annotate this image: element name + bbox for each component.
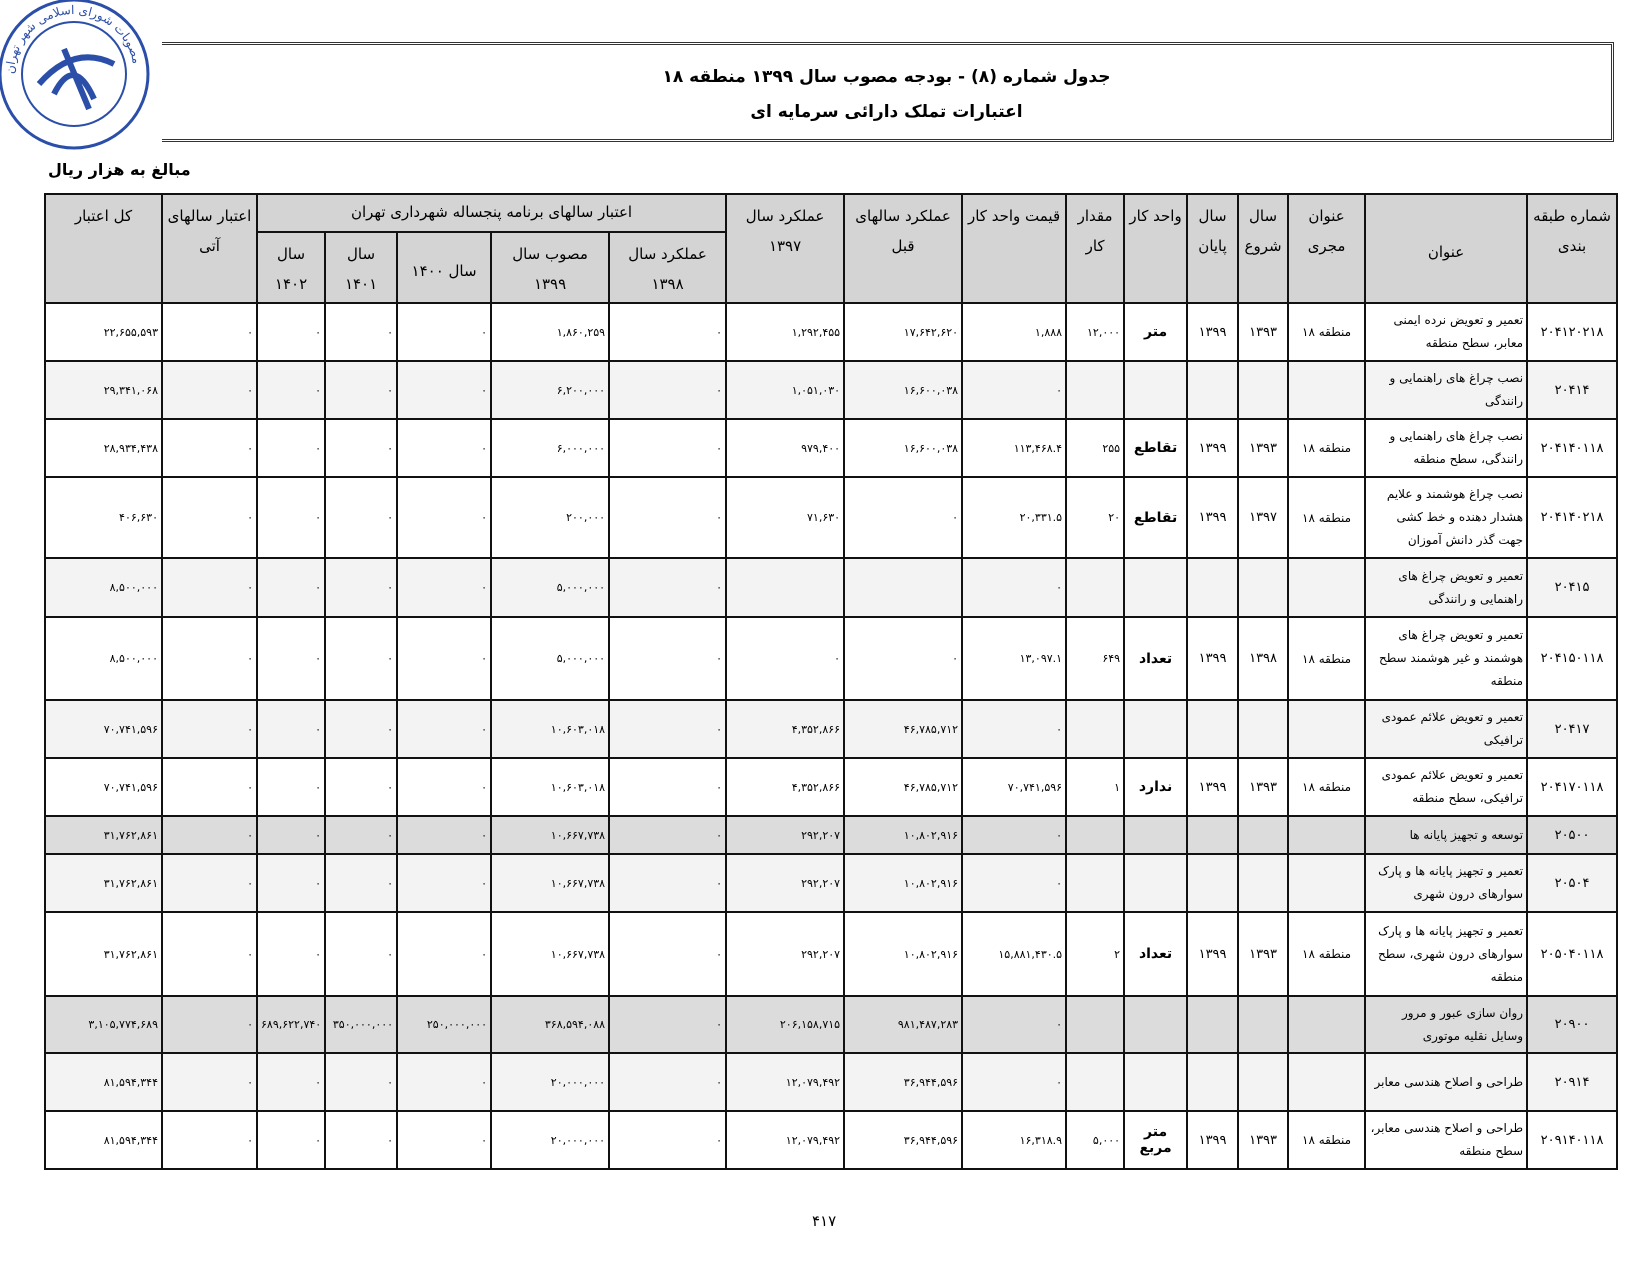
cell-start-year [1238,558,1288,617]
cell-performance-1397: ۱۲,۰۷۹,۴۹۲ [726,1111,844,1169]
cell-future-credit: ۰ [162,996,257,1053]
cell-approved-1399: ۱۰,۶۰۳,۰۱۸ [491,700,609,758]
col-previous-performance: عملکرد سالهای قبل [844,194,962,303]
cell-year-1401: ۰ [325,912,397,996]
cell-unit-price: ۰ [962,361,1066,419]
cell-future-credit: ۰ [162,361,257,419]
cell-unit: تقاطع [1124,419,1187,477]
cell-end-year [1187,361,1238,419]
cell-year-1401: ۰ [325,419,397,477]
table-row [45,854,1617,912]
cell-unit-price: ۰ [962,816,1066,854]
table-row [45,758,1617,816]
cell-future-credit: ۰ [162,758,257,816]
table-row [45,816,1617,854]
cell-end-year [1187,700,1238,758]
cell-executor: منطقه ۱۸ [1288,1111,1365,1169]
cell-executor: منطقه ۱۸ [1288,303,1365,361]
cell-previous-performance: ۹۸۱,۴۸۷,۲۸۳ [844,996,962,1053]
cell-title: تعمیر و تجهیز پایانه ها و پارک سوارهای درون شهری [1365,854,1527,912]
cell-quantity: ۵,۰۰۰ [1066,1111,1124,1169]
col-future-credit: اعتبار سالهای آتی [162,194,257,303]
cell-quantity [1066,816,1124,854]
col-performance-1398: عملکرد سال ۱۳۹۸ [609,232,726,303]
cell-year-1400: ۰ [397,1053,491,1111]
cell-year-1401: ۰ [325,1053,397,1111]
col-group-five-year-plan: اعتبار سالهای برنامه پنجساله شهرداری تهران [257,194,726,232]
cell-previous-performance: ۳۶,۹۴۴,۵۹۶ [844,1111,962,1169]
cell-approved-1399: ۲۰,۰۰۰,۰۰۰ [491,1053,609,1111]
cell-unit: متر مربع [1124,1111,1187,1169]
cell-year-1402: ۰ [257,617,325,700]
cell-previous-performance: ۱۰,۸۰۲,۹۱۶ [844,854,962,912]
cell-executor [1288,1053,1365,1111]
cell-year-1402: ۰ [257,816,325,854]
cell-year-1400: ۰ [397,361,491,419]
cell-future-credit: ۰ [162,854,257,912]
cell-performance-1397: ۲۹۲,۲۰۷ [726,854,844,912]
cell-executor [1288,854,1365,912]
cell-year-1402: ۰ [257,477,325,558]
cell-year-1400: ۰ [397,617,491,700]
cell-approved-1399: ۵,۰۰۰,۰۰۰ [491,558,609,617]
cell-performance-1398: ۰ [609,854,726,912]
cell-quantity: ۱ [1066,758,1124,816]
cell-performance-1397: ۷۱,۶۳۰ [726,477,844,558]
table-row [45,912,1617,996]
cell-end-year: ۱۳۹۹ [1187,419,1238,477]
cell-performance-1397: ۲۹۲,۲۰۷ [726,912,844,996]
cell-year-1400: ۰ [397,477,491,558]
cell-start-year [1238,816,1288,854]
cell-previous-performance: ۳۶,۹۴۴,۵۹۶ [844,1053,962,1111]
cell-approved-1399: ۱۰,۶۶۷,۷۳۸ [491,912,609,996]
cell-unit [1124,700,1187,758]
cell-title: طراحی و اصلاح هندسی معابر، سطح منطقه [1365,1111,1527,1169]
cell-unit-price: ۱۳,۰۹۷.۱ [962,617,1066,700]
cell-future-credit: ۰ [162,303,257,361]
cell-unit-price: ۰ [962,996,1066,1053]
cell-performance-1397: ۱۲,۰۷۹,۴۹۲ [726,1053,844,1111]
col-start-year: سال شروع [1238,194,1288,303]
cell-year-1401: ۰ [325,854,397,912]
cell-previous-performance: ۱۰,۸۰۲,۹۱۶ [844,816,962,854]
cell-quantity [1066,700,1124,758]
cell-executor [1288,816,1365,854]
cell-total-credit: ۲۲,۶۵۵,۵۹۳ [45,303,162,361]
cell-unit: تعداد [1124,617,1187,700]
cell-total-credit: ۷۰,۷۴۱,۵۹۶ [45,758,162,816]
cell-unit-price: ۰ [962,854,1066,912]
cell-start-year: ۱۳۹۷ [1238,477,1288,558]
cell-unit [1124,558,1187,617]
table-row [45,1111,1617,1169]
cell-year-1400: ۰ [397,816,491,854]
cell-year-1402: ۰ [257,700,325,758]
cell-future-credit: ۰ [162,700,257,758]
cell-unit-price: ۱,۸۸۸ [962,303,1066,361]
cell-total-credit: ۸۱,۵۹۴,۳۴۴ [45,1053,162,1111]
cell-year-1400: ۰ [397,700,491,758]
cell-executor [1288,558,1365,617]
cell-executor: منطقه ۱۸ [1288,617,1365,700]
document-subtitle: اعتبارات تملک دارائی سرمایه ای [750,102,1023,122]
table-row [45,361,1617,419]
svg-text:مصوبات شورای اسلامی شهر تهران: مصوبات شورای اسلامی شهر تهران [2,2,145,75]
table-row [45,1053,1617,1111]
col-code: شماره طبقه بندی [1527,194,1617,303]
cell-end-year [1187,854,1238,912]
cell-approved-1399: ۶,۲۰۰,۰۰۰ [491,361,609,419]
cell-code: ۲۰۴۱۷ [1527,700,1617,758]
cell-future-credit: ۰ [162,1053,257,1111]
cell-year-1402: ۶۸۹,۶۲۲,۷۴۰ [257,996,325,1053]
cell-year-1402: ۰ [257,854,325,912]
cell-unit-price: ۰ [962,558,1066,617]
cell-year-1400: ۰ [397,912,491,996]
cell-future-credit: ۰ [162,419,257,477]
cell-total-credit: ۳,۱۰۵,۷۷۴,۶۸۹ [45,996,162,1053]
col-end-year: سال پایان [1187,194,1238,303]
cell-title: توسعه و تجهیز پایانه ها [1365,816,1527,854]
cell-code: ۲۰۴۱۴ [1527,361,1617,419]
cell-start-year [1238,854,1288,912]
cell-start-year: ۱۳۹۳ [1238,912,1288,996]
cell-title: تعمیر و تعویض نرده ایمنی معابر، سطح منطقه [1365,303,1527,361]
cell-previous-performance [844,558,962,617]
cell-year-1400: ۰ [397,1111,491,1169]
cell-total-credit: ۳۱,۷۶۲,۸۶۱ [45,912,162,996]
cell-code: ۲۰۴۱۵ [1527,558,1617,617]
cell-approved-1399: ۱,۸۶۰,۲۵۹ [491,303,609,361]
cell-performance-1398: ۰ [609,419,726,477]
cell-future-credit: ۰ [162,1111,257,1169]
cell-future-credit: ۰ [162,617,257,700]
cell-quantity: ۲۰ [1066,477,1124,558]
cell-performance-1397 [726,558,844,617]
cell-performance-1398: ۰ [609,1111,726,1169]
cell-end-year: ۱۳۹۹ [1187,303,1238,361]
cell-title: تعمیر و تعویض علائم عمودی ترافیکی، سطح منطقه [1365,758,1527,816]
col-year-1402: سال ۱۴۰۲ [257,232,325,303]
cell-year-1400: ۰ [397,854,491,912]
cell-unit [1124,996,1187,1053]
table-row [45,477,1617,558]
cell-total-credit: ۲۸,۹۳۴,۴۳۸ [45,419,162,477]
cell-total-credit: ۳۱,۷۶۲,۸۶۱ [45,816,162,854]
cell-previous-performance: ۱۶,۶۰۰,۰۳۸ [844,419,962,477]
col-total-credit: کل اعتبار [45,194,162,303]
cell-performance-1397: ۲۹۲,۲۰۷ [726,816,844,854]
cell-unit [1124,361,1187,419]
cell-unit [1124,854,1187,912]
cell-approved-1399: ۲۰,۰۰۰,۰۰۰ [491,1111,609,1169]
col-year-1400: سال ۱۴۰۰ [397,232,491,303]
document-title-box [162,42,1614,142]
cell-performance-1398: ۰ [609,700,726,758]
cell-performance-1398: ۰ [609,303,726,361]
cell-year-1400: ۰ [397,758,491,816]
cell-year-1402: ۰ [257,1111,325,1169]
cell-total-credit: ۸,۵۰۰,۰۰۰ [45,617,162,700]
cell-performance-1397: ۰ [726,617,844,700]
cell-unit [1124,1053,1187,1111]
page-number: ۴۱۷ [812,1212,837,1230]
cell-performance-1397: ۹۷۹,۴۰۰ [726,419,844,477]
cell-start-year: ۱۳۹۳ [1238,303,1288,361]
cell-quantity: ۶۴۹ [1066,617,1124,700]
cell-year-1402: ۰ [257,558,325,617]
cell-year-1402: ۰ [257,912,325,996]
cell-quantity [1066,854,1124,912]
cell-end-year: ۱۳۹۹ [1187,477,1238,558]
cell-start-year [1238,996,1288,1053]
cell-performance-1398: ۰ [609,617,726,700]
cell-start-year: ۱۳۹۸ [1238,617,1288,700]
cell-code: ۲۰۴۱۴۰۱۱۸ [1527,419,1617,477]
currency-unit-note: مبالغ به هزار ریال [48,160,191,179]
col-performance-1397: عملکرد سال ۱۳۹۷ [726,194,844,303]
cell-year-1402: ۰ [257,1053,325,1111]
cell-total-credit: ۴۰۶,۶۳۰ [45,477,162,558]
cell-end-year: ۱۳۹۹ [1187,617,1238,700]
cell-year-1400: ۰ [397,303,491,361]
cell-performance-1398: ۰ [609,361,726,419]
cell-title: نصب چراغ های راهنمایی و رانندگی [1365,361,1527,419]
cell-previous-performance: ۱۶,۶۰۰,۰۳۸ [844,361,962,419]
cell-year-1401: ۰ [325,303,397,361]
table-body [45,303,1617,1169]
cell-unit-price: ۱۵,۸۸۱,۴۳۰.۵ [962,912,1066,996]
cell-year-1402: ۰ [257,758,325,816]
cell-total-credit: ۳۱,۷۶۲,۸۶۱ [45,854,162,912]
cell-year-1401: ۰ [325,558,397,617]
cell-performance-1398: ۰ [609,758,726,816]
cell-code: ۲۰۴۱۴۰۲۱۸ [1527,477,1617,558]
cell-total-credit: ۸۱,۵۹۴,۳۴۴ [45,1111,162,1169]
col-title: عنوان [1365,194,1527,303]
cell-approved-1399: ۶,۰۰۰,۰۰۰ [491,419,609,477]
cell-previous-performance: ۴۶,۷۸۵,۷۱۲ [844,758,962,816]
cell-performance-1398: ۰ [609,816,726,854]
cell-end-year: ۱۳۹۹ [1187,912,1238,996]
cell-title: نصب چراغ هوشمند و علایم هشدار دهنده و خط کشی جهت گذر دانش آموزان [1365,477,1527,558]
cell-performance-1398: ۰ [609,996,726,1053]
cell-unit-price: ۰ [962,1053,1066,1111]
table-row [45,303,1617,361]
cell-title: تعمیر و تعویض چراغ های راهنمایی و رانندگی [1365,558,1527,617]
cell-code: ۲۰۵۰۴۰۱۱۸ [1527,912,1617,996]
cell-previous-performance: ۰ [844,617,962,700]
cell-code: ۲۰۴۱۵۰۱۱۸ [1527,617,1617,700]
cell-code: ۲۰۹۱۴ [1527,1053,1617,1111]
cell-year-1402: ۰ [257,419,325,477]
cell-start-year: ۱۳۹۳ [1238,1111,1288,1169]
cell-executor: منطقه ۱۸ [1288,912,1365,996]
cell-year-1400: ۲۵۰,۰۰۰,۰۰۰ [397,996,491,1053]
cell-end-year: ۱۳۹۹ [1187,1111,1238,1169]
cell-year-1401: ۰ [325,758,397,816]
cell-quantity [1066,996,1124,1053]
cell-executor: منطقه ۱۸ [1288,419,1365,477]
cell-year-1401: ۰ [325,816,397,854]
cell-quantity: ۲ [1066,912,1124,996]
cell-end-year [1187,558,1238,617]
cell-unit [1124,816,1187,854]
cell-performance-1397: ۴,۳۵۲,۸۶۶ [726,758,844,816]
cell-code: ۲۰۹۱۴۰۱۱۸ [1527,1111,1617,1169]
cell-performance-1397: ۱,۲۹۲,۴۵۵ [726,303,844,361]
cell-unit: متر [1124,303,1187,361]
cell-year-1400: ۰ [397,419,491,477]
cell-quantity [1066,558,1124,617]
cell-unit: ندارد [1124,758,1187,816]
cell-start-year [1238,361,1288,419]
cell-approved-1399: ۵,۰۰۰,۰۰۰ [491,617,609,700]
cell-future-credit: ۰ [162,558,257,617]
cell-year-1402: ۰ [257,361,325,419]
col-unit-price: قیمت واحد کار [962,194,1066,303]
cell-code: ۲۰۴۱۲۰۲۱۸ [1527,303,1617,361]
cell-title: تعمیر و تجهیز پایانه ها و پارک سوارهای درون شهری، سطح منطقه [1365,912,1527,996]
cell-approved-1399: ۱۰,۶۶۷,۷۳۸ [491,816,609,854]
cell-performance-1398: ۰ [609,558,726,617]
cell-executor [1288,700,1365,758]
cell-year-1402: ۰ [257,303,325,361]
cell-title: تعمیر و تعویض چراغ های هوشمند و غیر هوشمند سطح منطقه [1365,617,1527,700]
cell-start-year: ۱۳۹۳ [1238,419,1288,477]
col-executor: عنوان مجری [1288,194,1365,303]
cell-unit: تعداد [1124,912,1187,996]
cell-code: ۲۰۵۰۰ [1527,816,1617,854]
document-title: جدول شماره (۸) - بودجه مصوب سال ۱۳۹۹ منطقه ۱۸ [662,67,1111,87]
col-year-1401: سال ۱۴۰۱ [325,232,397,303]
cell-title: نصب چراغ های راهنمایی و رانندگی، سطح منطقه [1365,419,1527,477]
cell-start-year [1238,700,1288,758]
cell-performance-1398: ۰ [609,912,726,996]
council-seal-logo [0,0,154,154]
cell-unit: تقاطع [1124,477,1187,558]
cell-previous-performance: ۱۷,۶۴۲,۶۲۰ [844,303,962,361]
cell-year-1401: ۰ [325,700,397,758]
cell-total-credit: ۲۹,۳۴۱,۰۶۸ [45,361,162,419]
cell-performance-1398: ۰ [609,1053,726,1111]
table-row [45,617,1617,700]
cell-previous-performance: ۱۰,۸۰۲,۹۱۶ [844,912,962,996]
cell-quantity: ۱۲,۰۰۰ [1066,303,1124,361]
cell-year-1401: ۰ [325,1111,397,1169]
cell-title: تعمیر و تعویض علائم عمودی ترافیکی [1365,700,1527,758]
col-approved-1399: مصوب سال ۱۳۹۹ [491,232,609,303]
cell-approved-1399: ۲۰۰,۰۰۰ [491,477,609,558]
cell-executor [1288,996,1365,1053]
cell-approved-1399: ۳۶۸,۵۹۴,۰۸۸ [491,996,609,1053]
cell-performance-1397: ۲۰۶,۱۵۸,۷۱۵ [726,996,844,1053]
cell-unit-price: ۱۶,۳۱۸.۹ [962,1111,1066,1169]
cell-quantity: ۲۵۵ [1066,419,1124,477]
cell-end-year: ۱۳۹۹ [1187,758,1238,816]
budget-table [44,193,1618,1170]
cell-year-1401: ۰ [325,477,397,558]
cell-title: طراحی و اصلاح هندسی معابر [1365,1053,1527,1111]
cell-unit-price: ۲۰,۳۳۱.۵ [962,477,1066,558]
cell-quantity [1066,1053,1124,1111]
cell-executor: منطقه ۱۸ [1288,758,1365,816]
cell-performance-1397: ۴,۳۵۲,۸۶۶ [726,700,844,758]
cell-year-1400: ۰ [397,558,491,617]
cell-performance-1397: ۱,۰۵۱,۰۳۰ [726,361,844,419]
cell-quantity [1066,361,1124,419]
cell-previous-performance: ۴۶,۷۸۵,۷۱۲ [844,700,962,758]
cell-year-1401: ۰ [325,361,397,419]
cell-unit-price: ۷۰,۷۴۱,۵۹۶ [962,758,1066,816]
table-row [45,558,1617,617]
cell-executor: منطقه ۱۸ [1288,477,1365,558]
cell-code: ۲۰۵۰۴ [1527,854,1617,912]
table-row [45,700,1617,758]
cell-year-1401: ۳۵۰,۰۰۰,۰۰۰ [325,996,397,1053]
cell-unit-price: ۱۱۳,۴۶۸.۴ [962,419,1066,477]
cell-start-year: ۱۳۹۳ [1238,758,1288,816]
cell-future-credit: ۰ [162,912,257,996]
cell-performance-1398: ۰ [609,477,726,558]
cell-end-year [1187,816,1238,854]
cell-approved-1399: ۱۰,۶۶۷,۷۳۸ [491,854,609,912]
col-unit: واحد کار [1124,194,1187,303]
cell-future-credit: ۰ [162,816,257,854]
cell-unit-price: ۰ [962,700,1066,758]
cell-previous-performance: ۰ [844,477,962,558]
table-row [45,419,1617,477]
cell-code: ۲۰۹۰۰ [1527,996,1617,1053]
cell-year-1401: ۰ [325,617,397,700]
cell-future-credit: ۰ [162,477,257,558]
cell-code: ۲۰۴۱۷۰۱۱۸ [1527,758,1617,816]
cell-total-credit: ۷۰,۷۴۱,۵۹۶ [45,700,162,758]
cell-title: روان سازی عبور و مرور وسایل نقلیه موتوری [1365,996,1527,1053]
cell-end-year [1187,1053,1238,1111]
cell-approved-1399: ۱۰,۶۰۳,۰۱۸ [491,758,609,816]
table-row [45,996,1617,1053]
col-quantity: مقدار کار [1066,194,1124,303]
cell-start-year [1238,1053,1288,1111]
cell-total-credit: ۸,۵۰۰,۰۰۰ [45,558,162,617]
cell-end-year [1187,996,1238,1053]
cell-executor [1288,361,1365,419]
